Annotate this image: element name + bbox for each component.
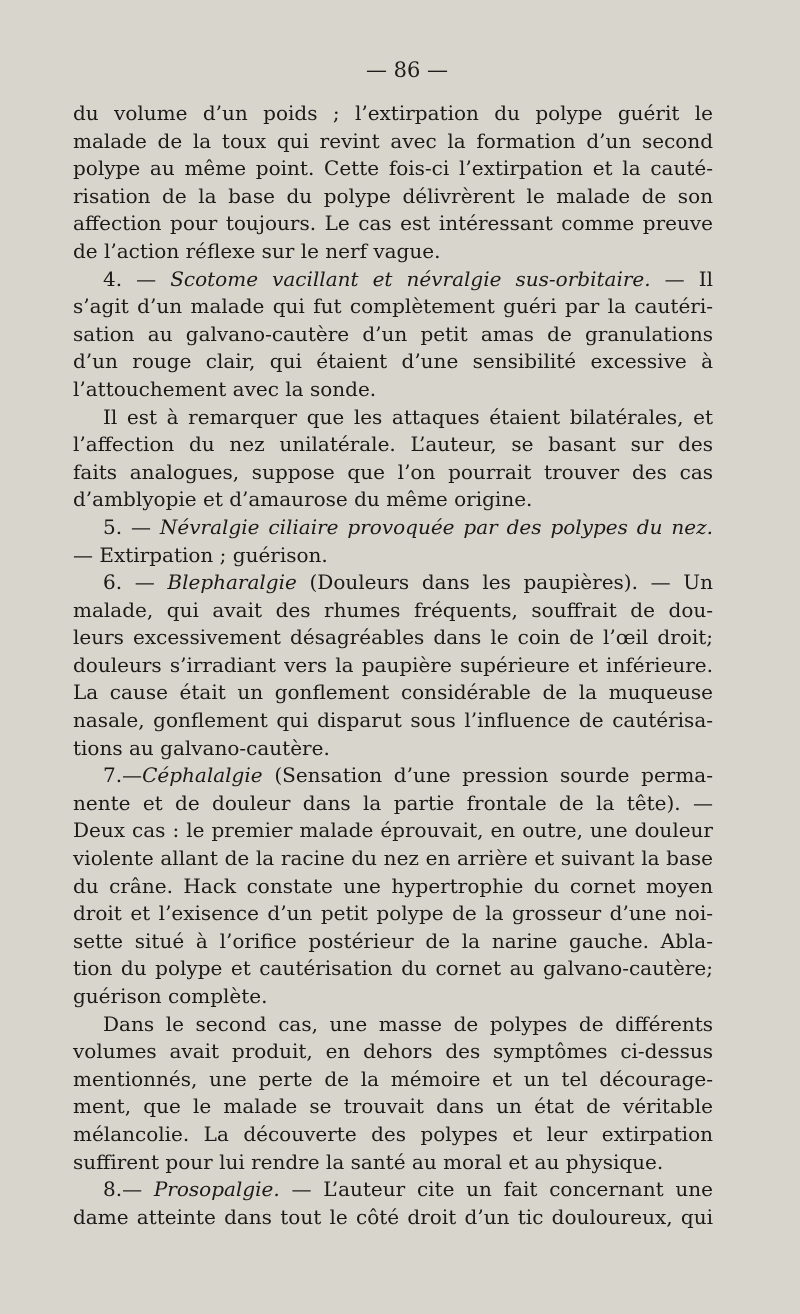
text-line: malade de la toux qui revint avec la formation d’un second bbox=[73, 128, 713, 153]
text-line: dame atteinte dans tout le côté droit d’un tic douloureux, qui bbox=[73, 1204, 713, 1229]
text-line: s’agit d’un malade qui fut complètement guéri par la cautéri- bbox=[73, 294, 713, 319]
text-line: Il est à remarquer que les attaques étaient bilatérales, et bbox=[103, 404, 713, 429]
text-line: l’attouchement avec la sonde. bbox=[73, 376, 377, 401]
text-line: Dans le second cas, une masse de polypes de différents bbox=[103, 1011, 713, 1036]
item-title: Scotome vacillant et névralgie sus-orbitaire. bbox=[170, 266, 651, 291]
text-line: d’amblyopie et d’amaurose du même origine. bbox=[73, 487, 533, 512]
item-title: Prosopalgie. bbox=[153, 1177, 280, 1202]
text-line: malade, qui avait des rhumes fréquents, souffrait de dou- bbox=[73, 597, 713, 622]
text-line: guérison complète. bbox=[73, 984, 268, 1008]
section-heading-6 bbox=[73, 569, 713, 597]
item-number: 6. — bbox=[103, 570, 168, 595]
text-line: nasale, gonflement qui disparut sous l’influence de cautérisa- bbox=[73, 708, 713, 733]
text-line: sation au galvano-cautère d’un petit amas de granulations bbox=[73, 321, 713, 346]
text-line: tions au galvano-cautère. bbox=[73, 735, 330, 760]
body-text bbox=[73, 100, 713, 1231]
text-line: risation de la base du polype délivrèrent le malade de son bbox=[73, 183, 713, 208]
text-line: suffirent pour lui rendre la santé au moral et au physique. bbox=[73, 1149, 664, 1174]
section-heading-4 bbox=[73, 266, 713, 294]
text-line: affection pour toujours. Le cas est intéressant comme preuve bbox=[73, 211, 713, 236]
text-line: volumes avait produit, en dehors des symptômes ci-dessus bbox=[73, 1039, 713, 1064]
text-line: mentionnés, une perte de la mémoire et un tel décourage- bbox=[73, 1066, 713, 1091]
text-line: droit et l’exisence d’un petit polype de la grosseur d’une noi- bbox=[73, 901, 713, 926]
text-line: Deux cas : le premier malade éprouvait, en outre, une douleur bbox=[73, 818, 713, 843]
item-number: 8.— bbox=[103, 1177, 154, 1202]
text-line: douleurs s’irradiant vers la paupière supérieure et inférieure. bbox=[73, 652, 713, 677]
item-rest: — L’auteur cite un fait concernant une bbox=[279, 1177, 713, 1202]
text-line: du volume d’un poids ; l’extirpation du polype guérit le bbox=[73, 101, 713, 125]
text-line: tion du polype et cautérisation du cornet au galvano-cautère; bbox=[73, 956, 713, 981]
text-line: sette situé à l’orifice postérieur de la narine gauche. Abla- bbox=[73, 928, 713, 953]
text-line: nente et de douleur dans la partie frontale de la tête). — bbox=[73, 790, 713, 815]
item-title: Blepharalgie bbox=[167, 570, 297, 595]
section-heading-5 bbox=[73, 514, 713, 542]
section-heading-7 bbox=[73, 762, 713, 790]
item-number: 5. — bbox=[103, 514, 160, 539]
item-rest: — Il bbox=[650, 266, 714, 291]
item-rest: (Douleurs dans les paupières). — Un bbox=[296, 570, 713, 595]
item-rest: (Sensation d’une pression sourde perma- bbox=[262, 763, 713, 788]
item-title: Névralgie ciliaire provoquée par des polypes du nez. bbox=[159, 514, 714, 539]
text-line: — Extirpation ; guérison. bbox=[73, 542, 328, 567]
text-line: La cause était un gonflement considérable de la muqueuse bbox=[73, 680, 713, 705]
item-number: 7.— bbox=[103, 763, 143, 788]
page-number: — 86 — bbox=[365, 58, 449, 82]
text-line: faits analogues, suppose que l’on pourrait trouver des cas bbox=[73, 459, 713, 484]
text-line: l’affection du nez unilatérale. L’auteur, se basant sur des bbox=[73, 432, 713, 457]
text-line: du crâne. Hack constate une hypertrophie du cornet moyen bbox=[73, 873, 713, 898]
text-line: polype au même point. Cette fois-ci l’extirpation et la cauté- bbox=[73, 156, 713, 181]
text-line: leurs excessivement désagréables dans le coin de l’œil droit; bbox=[73, 625, 713, 650]
item-number: 4. — bbox=[103, 266, 171, 291]
text-line: ment, que le malade se trouvait dans un état de véritable bbox=[73, 1094, 713, 1119]
text-line: violente allant de la racine du nez en arrière et suivant la base bbox=[73, 846, 713, 871]
item-title: Céphalalgie bbox=[142, 763, 263, 788]
text-line: d’un rouge clair, qui étaient d’une sensibilité excessive à bbox=[73, 349, 713, 374]
section-heading-8 bbox=[73, 1176, 713, 1204]
text-line: mélancolie. La découverte des polypes et leur extirpation bbox=[73, 1121, 713, 1146]
text-line: de l’action réflexe sur le nerf vague. bbox=[73, 238, 441, 263]
